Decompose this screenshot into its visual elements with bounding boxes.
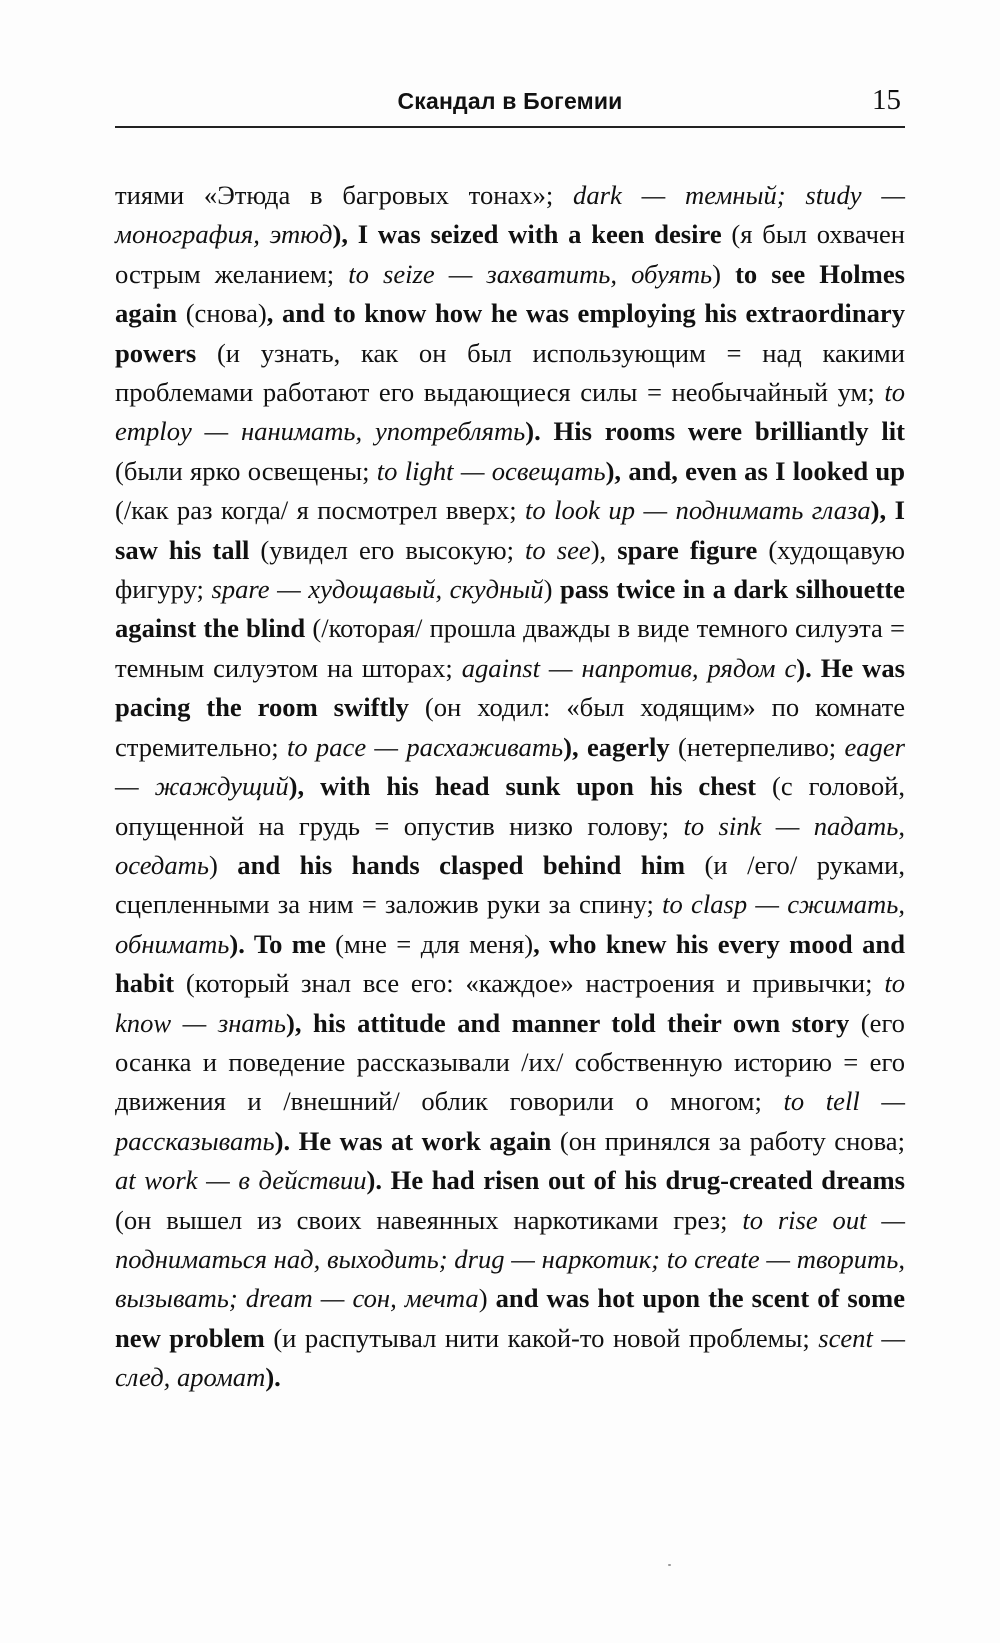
russian-translation: (мне = для меня): [335, 928, 534, 959]
russian-translation: (увидел его высокую;: [260, 534, 526, 565]
italic-gloss: dark — темный; study — монография, этюд: [115, 180, 905, 250]
bold-english-phrase: ), I was seized with a keen desire: [332, 219, 732, 250]
italic-gloss: to pace — расхаживать: [286, 731, 564, 762]
italic-gloss: to rise out — подниматься над, выходить; drug — наркотик; to create — творить, вызывать; dream — сон, мечта: [115, 1204, 905, 1314]
russian-translation: (он принялся за работу снова;: [559, 1125, 905, 1156]
russian-translation: ): [543, 574, 560, 605]
bold-english-phrase: ). He was at work again: [274, 1125, 560, 1156]
bold-english-phrase: spare figure: [617, 534, 769, 565]
bold-english-phrase: ). To me: [229, 928, 336, 959]
bold-english-phrase: , who knew his every mood and habit: [115, 928, 905, 999]
russian-translation: (он ходил: «был ходящим» по комнате стремительно;: [115, 692, 905, 762]
bold-english-phrase: pass twice in a dark silhouette against the blind: [115, 574, 905, 644]
bold-english-phrase: ), eagerly: [563, 731, 678, 762]
bold-english-phrase: ), his attitude and manner told their own story: [286, 1007, 861, 1038]
russian-translation: ),: [590, 534, 618, 565]
bold-english-phrase: to see Holmes again: [115, 258, 905, 329]
bold-english-phrase: ), and, even as I looked up: [605, 455, 906, 486]
bold-english-phrase: ), I saw his tall: [115, 495, 905, 565]
russian-translation: (/как раз когда/ я посмотрел вверх;: [115, 495, 526, 526]
bold-english-phrase: ), with his head sunk upon his chest: [288, 771, 773, 802]
italic-gloss: to clasp — сжимать, обнимать: [115, 889, 905, 959]
italic-gloss: to tell — рассказывать: [115, 1086, 905, 1156]
russian-translation: тиями «Этюда в багровых тонах»;: [115, 180, 574, 210]
russian-translation: (худощавую фигуру;: [115, 534, 905, 605]
bold-english-phrase: , and to know how he was employing his extraordinary powers: [115, 298, 906, 368]
bold-english-phrase: ). His rooms were brilliantly lit: [525, 416, 906, 447]
italic-gloss: at work — в действии: [115, 1165, 367, 1196]
russian-translation: (/которая/ прошла дважды в виде темного силуэта = темным силуэтом на шторах;: [115, 613, 905, 683]
russian-translation: (и узнать, как он был использующим = над какими проблемами работают его выдающиеся силы = необычайный ум;: [115, 337, 905, 408]
russian-translation: ): [208, 849, 238, 880]
page-number: 15: [872, 84, 901, 116]
russian-translation: (и /его/ руками, сцепленными за ним = заложив руки за спину;: [115, 849, 905, 920]
bold-english-phrase: ). He had risen out of his drug-created dreams: [366, 1165, 906, 1196]
russian-translation: ): [478, 1283, 496, 1314]
russian-translation: (были ярко освещены;: [115, 455, 377, 486]
body-paragraph: [115, 176, 905, 1398]
italic-gloss: to see: [525, 534, 591, 565]
italic-gloss: eager — жаждущий: [115, 731, 905, 802]
russian-translation: (его осанка и поведение рассказывали /их/ собственную историю = его движения и /внешний/ облик говорили о многом;: [115, 1007, 905, 1117]
header-rule: [115, 126, 905, 128]
italic-gloss: to sink — падать, оседать: [115, 810, 905, 880]
russian-translation: (и распутывал нити какой-то новой проблемы;: [273, 1322, 819, 1353]
italic-gloss: scent — след, аромат: [115, 1322, 905, 1393]
bold-english-phrase: ).: [265, 1362, 281, 1393]
russian-translation: (снова): [185, 298, 267, 329]
russian-translation: (нетерпеливо;: [677, 731, 845, 762]
print-speck: [668, 1564, 671, 1566]
italic-gloss: to look up — поднимать глаза: [525, 495, 871, 526]
russian-translation: (который знал все его: «каждое» настроения и привычки;: [185, 968, 885, 999]
russian-translation: (с головой, опущенной на грудь = опустив низко голову;: [115, 771, 905, 841]
italic-gloss: against — напротив, рядом с: [461, 652, 797, 683]
bold-english-phrase: ). He was pacing the room swiftly: [115, 652, 905, 723]
italic-gloss: to seize — захватить, обуять: [348, 258, 713, 289]
italic-gloss: to light — освещать: [376, 455, 606, 486]
bold-english-phrase: and his hands clasped behind him: [237, 849, 705, 880]
russian-translation: (я был охвачен острым желанием;: [115, 219, 905, 289]
running-title: Скандал в Богемии: [397, 88, 623, 114]
italic-gloss: spare — худощавый, скудный: [211, 574, 544, 605]
italic-gloss: to employ — нанимать, употреблять: [115, 377, 905, 447]
russian-translation: (он вышел из своих навеянных наркотиками грез;: [115, 1204, 743, 1235]
italic-gloss: to know — знать: [115, 968, 905, 1038]
running-head: [115, 84, 905, 124]
russian-translation: ): [712, 258, 736, 289]
bold-english-phrase: and was hot upon the scent of some new problem: [115, 1283, 905, 1353]
